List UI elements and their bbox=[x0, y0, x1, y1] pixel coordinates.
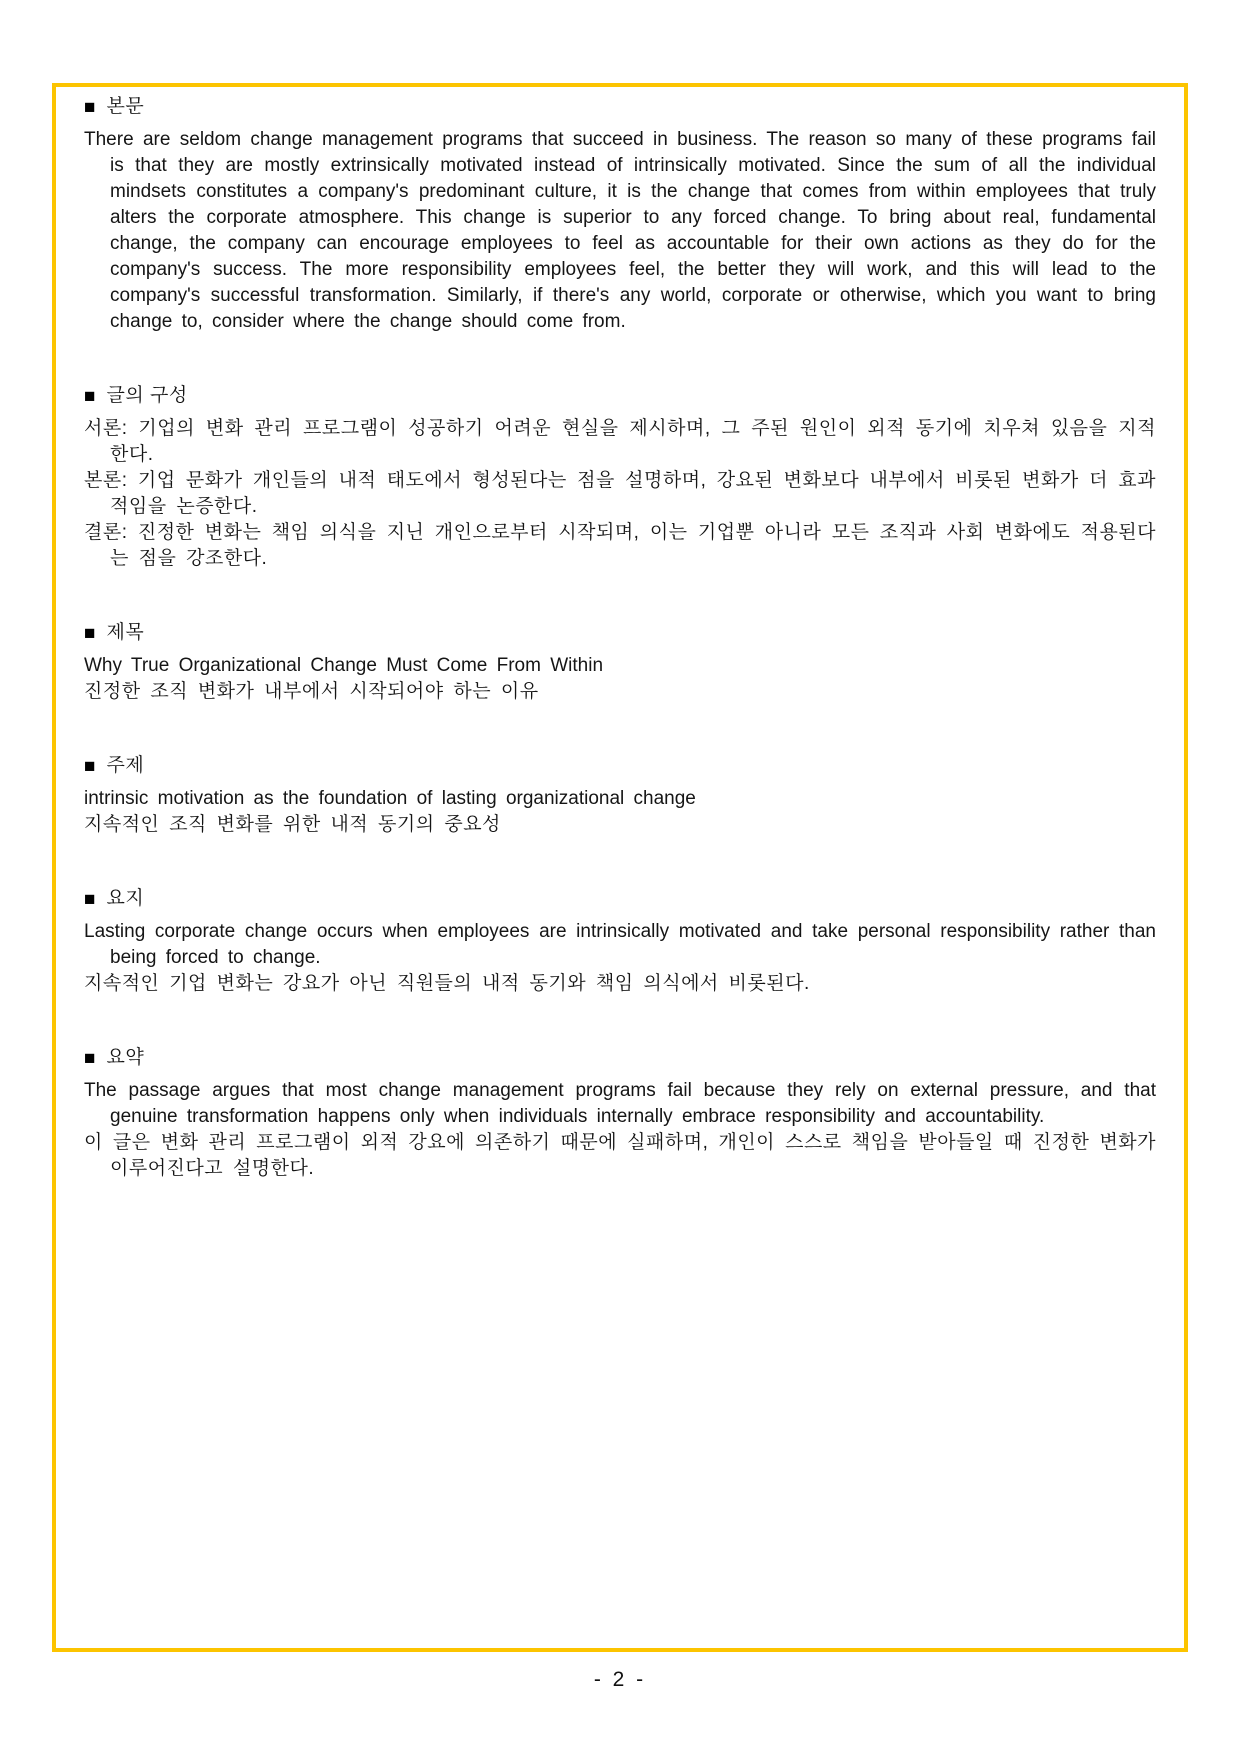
section-bullet-icon: ■ bbox=[84, 1047, 97, 1069]
title-korean-text: 진정한 조직 변화가 내부에서 시작되어야 하는 이유 bbox=[84, 681, 539, 702]
structure-body-text: 본론: 기업 문화가 개인들의 내적 태도에서 형성된다는 점을 설명하며, 강요된 변화보다 내부에서 비롯된 변화가 더 효과적임을 논증한다. bbox=[84, 470, 1156, 517]
section-bullet-icon: ■ bbox=[84, 888, 97, 910]
section-bullet-icon: ■ bbox=[84, 385, 97, 407]
section-header-label: 본문 bbox=[106, 96, 145, 117]
structure-intro-text: 서론: 기업의 변화 관리 프로그램이 성공하기 어려운 현실을 제시하며, 그 주된 원인이 외적 동기에 치우쳐 있음을 지적한다. bbox=[84, 418, 1156, 465]
section-header-summary bbox=[84, 1045, 1156, 1071]
topic-korean-text: 지속적인 조직 변화를 위한 내적 동기의 중요성 bbox=[84, 814, 501, 835]
section-bullet-icon: ■ bbox=[84, 622, 97, 644]
section-summary bbox=[84, 1045, 1156, 1182]
section-header-label: 요지 bbox=[106, 888, 145, 909]
gist-english-text: Lasting corporate change occurs when employees are intrinsically motivated and take personal responsibility rather than being forced to change. bbox=[84, 921, 1156, 968]
gist-korean-text: 지속적인 기업 변화는 강요가 아닌 직원들의 내적 동기와 책임 의식에서 비롯된다. bbox=[84, 973, 810, 994]
section-header-label: 주제 bbox=[106, 755, 145, 776]
title-english-text: Why True Organizational Change Must Come From Within bbox=[84, 655, 604, 676]
section-bullet-icon: ■ bbox=[84, 755, 97, 777]
section-structure bbox=[84, 383, 1156, 572]
section-header-gist bbox=[84, 886, 1156, 912]
section-header-passage bbox=[84, 94, 1156, 120]
section-header-label: 제목 bbox=[106, 622, 145, 643]
section-header-label: 글의 구성 bbox=[106, 385, 188, 406]
page-number: - 2 - bbox=[593, 1668, 647, 1691]
passage-text: There are seldom change management programs that succeed in business. The reason so many of these programs fail is that they are mostly extrinsically motivated instead of intrinsically motivated. Since the sum of all the individual mindsets constitutes a company's predominant culture, it is the change that comes from within employees that truly alters the corporate atmosphere. This change is superior to any forced change. To bring about real, fundamental change, the company can encourage employees to feel as accountable for their own actions as they do for the company's success. The more responsibility employees feel, the better they will work, and this will lead to the company's successful transformation. Similarly, if there's any world, corporate or otherwise, which you want to bring change to, consider where the change should come from. bbox=[84, 129, 1156, 332]
page-content bbox=[84, 94, 1156, 1182]
summary-korean-text: 이 글은 변화 관리 프로그램이 외적 강요에 의존하기 때문에 실패하며, 개인이 스스로 책임을 받아들일 때 진정한 변화가 이루어진다고 설명한다. bbox=[84, 1132, 1156, 1179]
section-topic bbox=[84, 753, 1156, 838]
section-gist bbox=[84, 886, 1156, 997]
section-passage bbox=[84, 94, 1156, 335]
topic-english-text: intrinsic motivation as the foundation of lasting organizational change bbox=[84, 788, 696, 809]
section-header-label: 요약 bbox=[106, 1047, 145, 1068]
structure-conclusion-text: 결론: 진정한 변화는 책임 의식을 지닌 개인으로부터 시작되며, 이는 기업뿐 아니라 모든 조직과 사회 변화에도 적용된다는 점을 강조한다. bbox=[84, 522, 1156, 569]
section-header-title bbox=[84, 620, 1156, 646]
section-title bbox=[84, 620, 1156, 705]
section-header-structure bbox=[84, 383, 1156, 409]
section-bullet-icon: ■ bbox=[84, 96, 97, 118]
summary-english-text: The passage argues that most change management programs fail because they rely on external pressure, and that genuine transformation happens only when individuals internally embrace responsibility and accountability. bbox=[84, 1080, 1156, 1127]
section-header-topic bbox=[84, 753, 1156, 779]
